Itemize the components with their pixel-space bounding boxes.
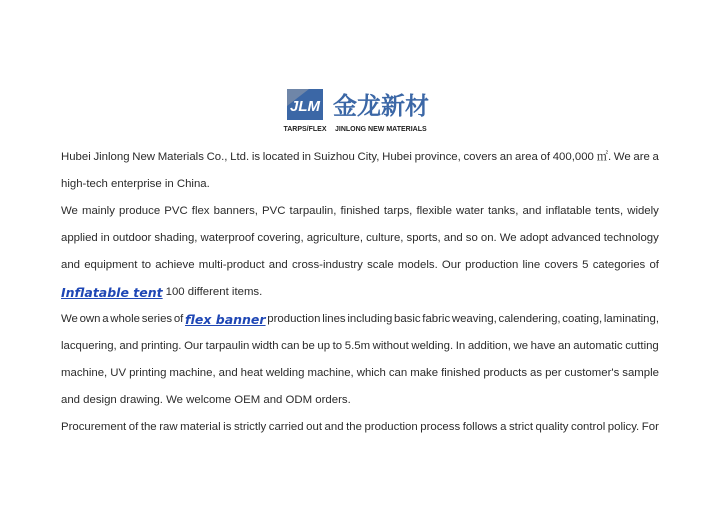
word: area [515, 151, 538, 163]
word: laminating, [603, 313, 659, 325]
text-line [61, 252, 659, 279]
word: For [641, 421, 659, 433]
word: Materials [157, 151, 204, 163]
word: calendering, [498, 313, 561, 325]
word: have [530, 340, 556, 352]
text-line [61, 171, 659, 198]
word: policy. [607, 421, 640, 433]
word: out [306, 421, 322, 433]
word: advanced [551, 232, 601, 244]
word: Hubei [382, 151, 412, 163]
word: to [332, 340, 343, 352]
word: weaving, [451, 313, 497, 325]
word: basic [394, 313, 421, 325]
word: culture, [366, 232, 404, 244]
word: production [465, 259, 519, 271]
inflatable-tent-link[interactable]: Inflatable tent [61, 285, 163, 300]
word: City, [357, 151, 380, 163]
word: up [317, 340, 331, 352]
word: as [530, 367, 543, 379]
word: the [140, 421, 157, 433]
word: line [522, 259, 541, 271]
word: adopt [519, 232, 549, 244]
word: welding. [411, 340, 454, 352]
word: multi-product [198, 259, 265, 271]
word: flex [191, 205, 210, 217]
word: of [540, 151, 551, 163]
word: We [61, 313, 78, 325]
word: is [251, 151, 261, 163]
word: models. [397, 259, 438, 271]
company-logo [283, 86, 443, 134]
logo-english-name: JINLONG NEW MATERIALS [335, 126, 427, 133]
word: whole [110, 313, 141, 325]
word: we [513, 340, 529, 352]
word: Ltd. [230, 151, 250, 163]
word: and [119, 340, 139, 352]
word: fabric [422, 313, 451, 325]
word: which [356, 367, 386, 379]
logo-chinese-name: 金龙新材 [333, 92, 429, 120]
word: We [613, 151, 631, 163]
word: We [499, 232, 517, 244]
word: inflatable [545, 205, 592, 217]
word: so [465, 232, 478, 244]
word: scale [367, 259, 394, 271]
word: the [346, 421, 362, 433]
word: material [180, 421, 221, 433]
word: In [455, 340, 466, 352]
logo-mark-text: JLM [290, 98, 320, 115]
word: technology [603, 232, 659, 244]
word: strict [508, 421, 533, 433]
word: waterproof [200, 232, 255, 244]
word: finished [340, 205, 380, 217]
word: sports, [406, 232, 441, 244]
text-line-content: high-tech enterprise in China. [61, 178, 210, 190]
word: banners, [213, 205, 258, 217]
word: lacquering, [61, 340, 117, 352]
word: covers [463, 151, 498, 163]
text-line-content: 100 different items. [165, 286, 263, 298]
word: without [372, 340, 409, 352]
word: series [141, 313, 173, 325]
word: achieve [155, 259, 195, 271]
word: tents, [595, 205, 624, 217]
word: covers [544, 259, 578, 271]
word: located [262, 151, 300, 163]
word: Our [184, 340, 204, 352]
text-line [61, 198, 659, 225]
word: Hubei [61, 151, 91, 163]
word: PVC [164, 205, 188, 217]
word: shading, [154, 232, 198, 244]
word: PVC [262, 205, 286, 217]
word: addition, [467, 340, 511, 352]
word: own [79, 313, 101, 325]
word: control [571, 421, 606, 433]
word: covering, [257, 232, 304, 244]
word: on. [480, 232, 497, 244]
word: a [102, 313, 109, 325]
word: a [500, 421, 507, 433]
word: 5.5m [344, 340, 371, 352]
flex-banner-link[interactable]: flex banner [185, 312, 266, 327]
text-line [61, 279, 659, 306]
word: follows [462, 421, 498, 433]
word: and [522, 205, 542, 217]
word: of [173, 313, 184, 325]
word: welding [265, 367, 305, 379]
word: per [545, 367, 562, 379]
word: cutting [625, 340, 659, 352]
word: strictly [233, 421, 267, 433]
text-line-content: and design drawing. We welcome OEM and ODM orders. [61, 394, 351, 406]
word: and [61, 259, 81, 271]
text-line [61, 333, 659, 360]
word: tarpaulin, [289, 205, 337, 217]
logo-mark-subtitle: TARPS/FLEX [283, 126, 327, 133]
word: Suizhou [313, 151, 355, 163]
word: can [388, 367, 408, 379]
word: width [251, 340, 279, 352]
word: machine, [61, 367, 108, 379]
word: and [218, 367, 238, 379]
word: coating, [562, 313, 603, 325]
word: automatic [573, 340, 623, 352]
company-description [61, 144, 659, 441]
word: to [141, 259, 152, 271]
word: New [132, 151, 156, 163]
word: 400,000 [552, 151, 594, 163]
word: tarpaulin [205, 340, 250, 352]
word: finished [441, 367, 481, 379]
word: flexible [416, 205, 452, 217]
word: are [633, 151, 650, 163]
word: We [61, 205, 78, 217]
word: be [302, 340, 315, 352]
word: Our [441, 259, 461, 271]
word: water [456, 205, 484, 217]
word: production [267, 313, 321, 325]
word: tanks, [487, 205, 519, 217]
text-line [61, 414, 659, 441]
word: of [649, 259, 659, 271]
word: printing. [140, 340, 182, 352]
word: lines [322, 313, 346, 325]
word: province, [414, 151, 461, 163]
word: machine, [307, 367, 354, 379]
word: is [223, 421, 232, 433]
text-line [61, 360, 659, 387]
word: cross-industry [291, 259, 363, 271]
word: and [268, 259, 288, 271]
word: an [499, 151, 513, 163]
word: sample [622, 367, 659, 379]
word: Co., [206, 151, 228, 163]
word: Jinlong [93, 151, 130, 163]
word: can [281, 340, 300, 352]
word: products [483, 367, 528, 379]
word: process [420, 421, 461, 433]
word: Procurement [61, 421, 127, 433]
word: carried [268, 421, 304, 433]
word: make [410, 367, 439, 379]
text-line [61, 387, 659, 414]
word: a [652, 151, 659, 163]
word: production [364, 421, 418, 433]
word: an [557, 340, 571, 352]
word: machine, [169, 367, 216, 379]
word: including [347, 313, 393, 325]
word: in [100, 232, 110, 244]
word: produce [119, 205, 161, 217]
word: mainly [81, 205, 115, 217]
word: customer's [564, 367, 620, 379]
word: widely [627, 205, 659, 217]
word: outdoor [112, 232, 152, 244]
word: agriculture, [306, 232, 364, 244]
word: heat [240, 367, 263, 379]
word: ㎡. [596, 151, 612, 163]
text-line [61, 225, 659, 252]
word: raw [159, 421, 178, 433]
text-line [61, 306, 659, 333]
word: UV [110, 367, 127, 379]
word: printing [129, 367, 167, 379]
text-line [61, 144, 659, 171]
word: equipment [84, 259, 138, 271]
word: of [128, 421, 139, 433]
word: tarps, [383, 205, 413, 217]
word: 5 [582, 259, 589, 271]
word: applied [61, 232, 98, 244]
word: in [302, 151, 311, 163]
word: and [324, 421, 344, 433]
word: and [443, 232, 463, 244]
word: categories [592, 259, 646, 271]
word: quality [535, 421, 569, 433]
